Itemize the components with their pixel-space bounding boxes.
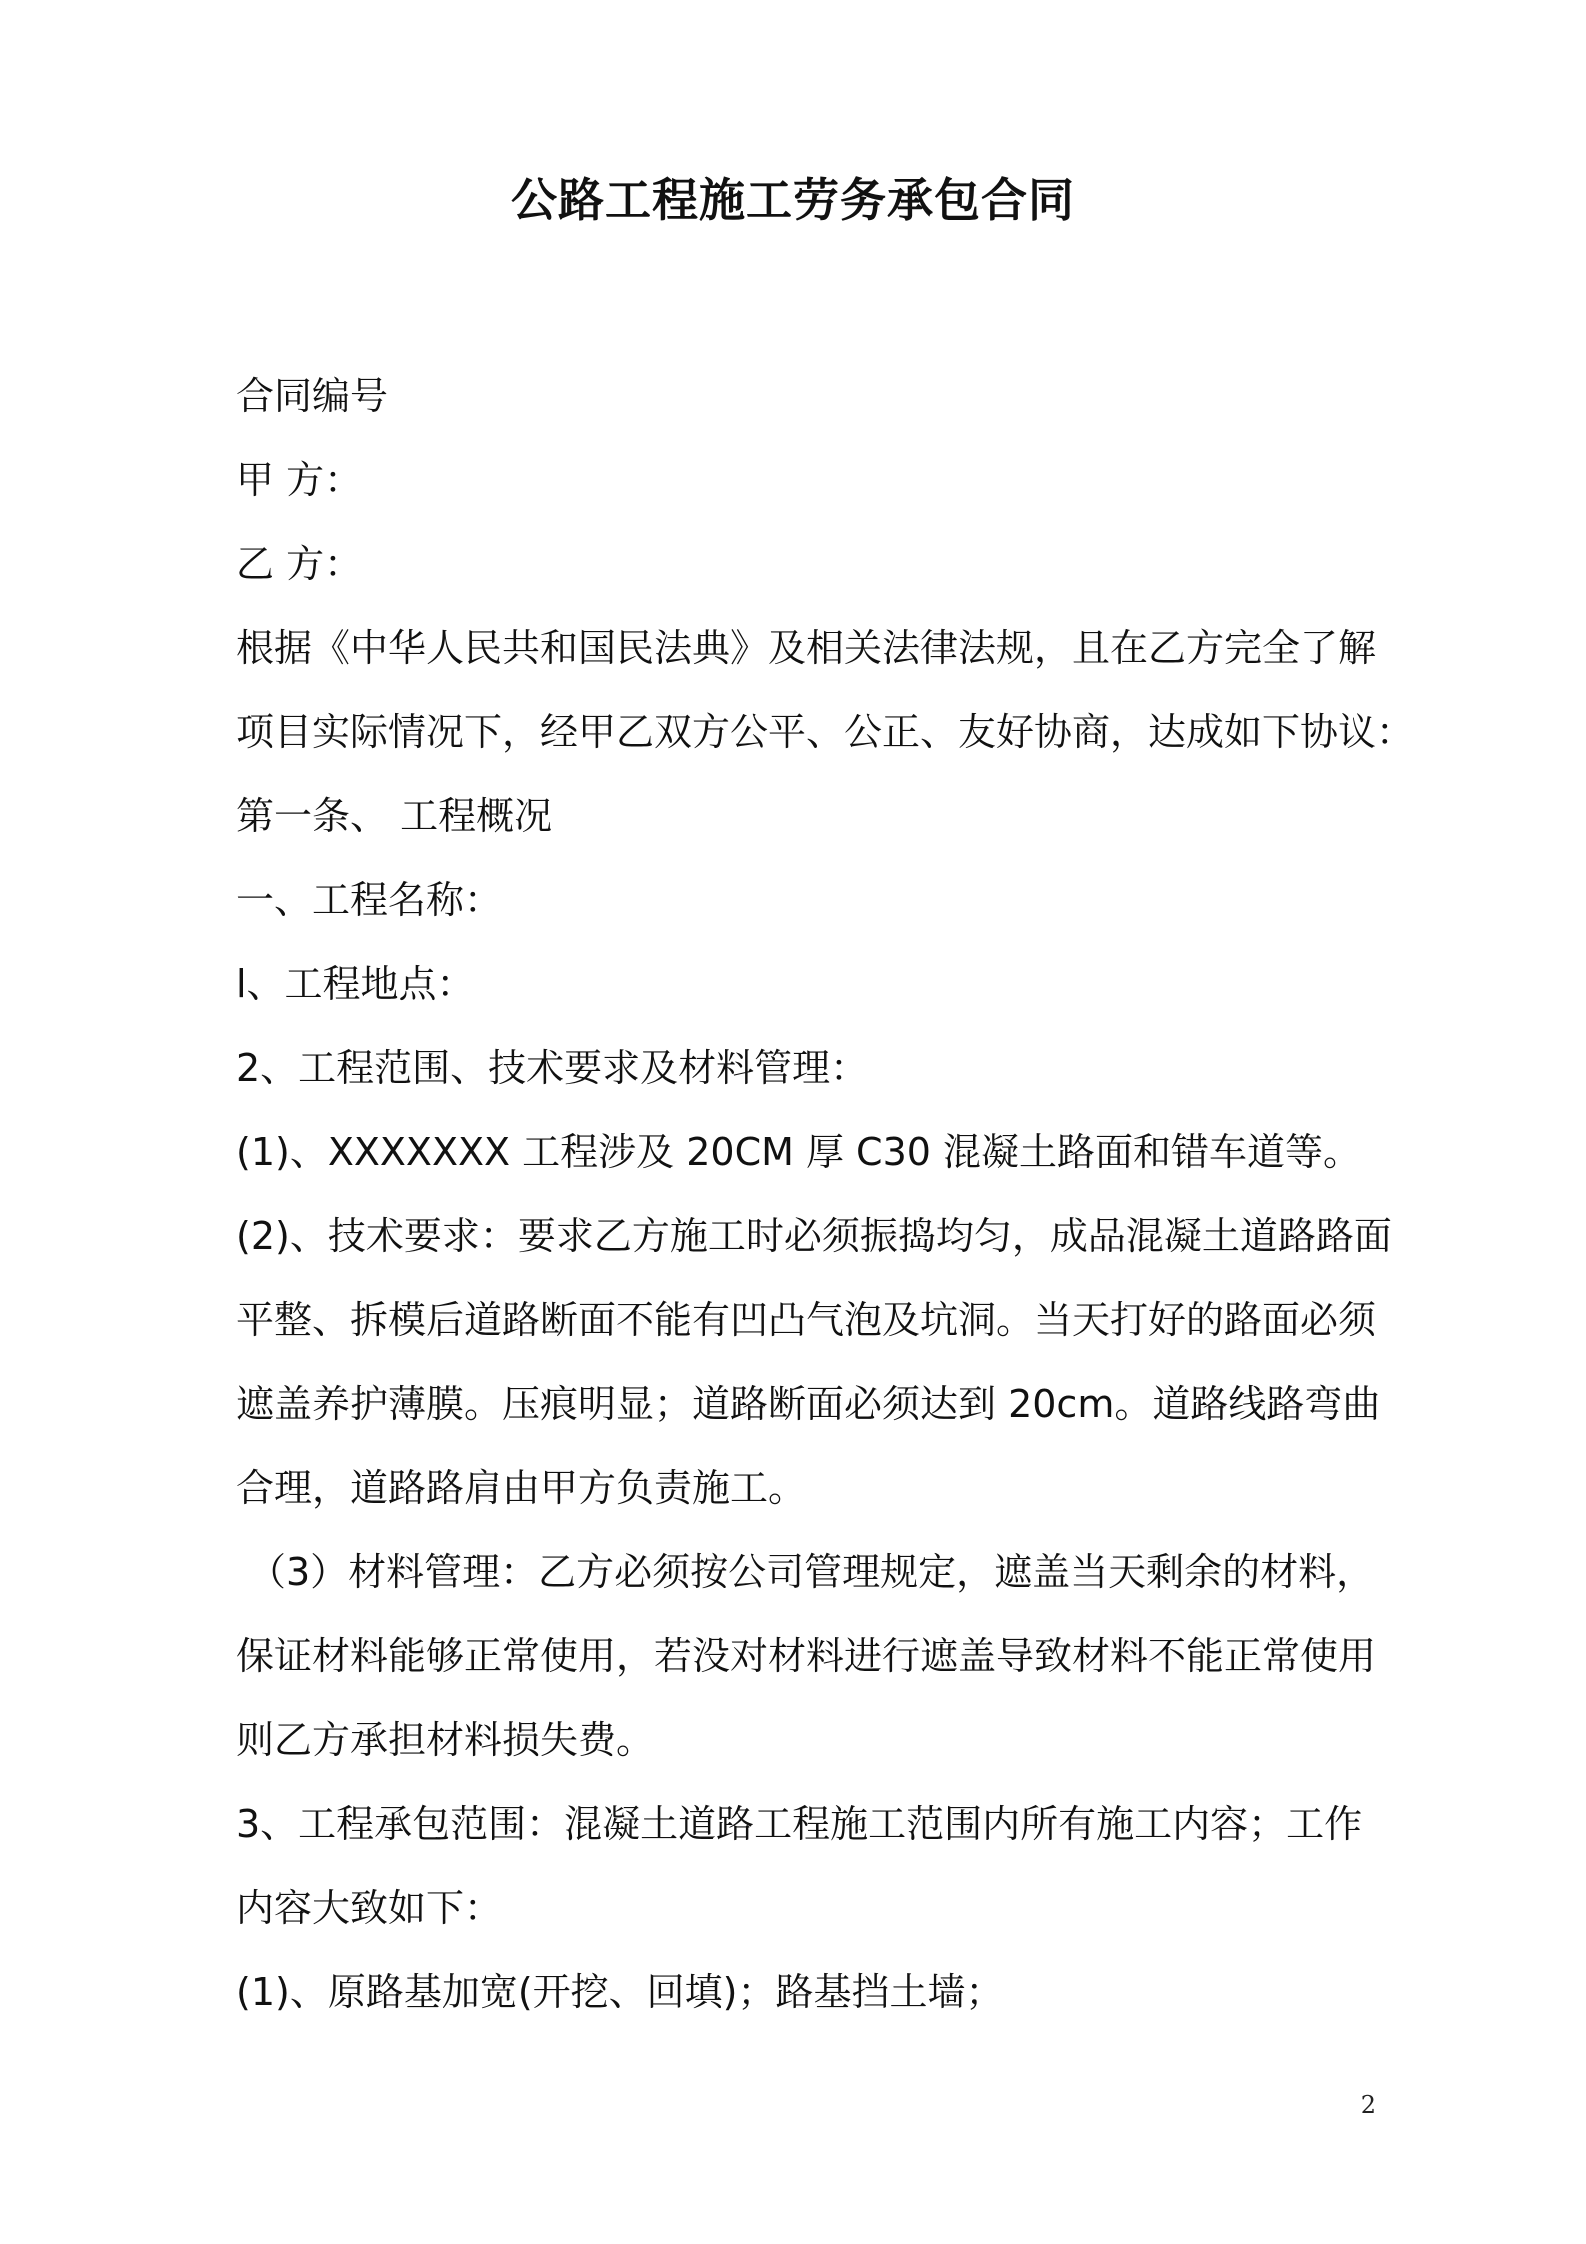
body-text-line: （3）材料管理：乙方必须按公司管理规定，遮盖当天剩余的材料， [248,1550,1375,1594]
section-project-location: l、工程地点： [236,962,475,1006]
section-scope-heading: 2、工程范围、技术要求及材料管理： [236,1046,869,1090]
body-text-line: (1)、原路基加宽(开挖、回填)；路基挡土墙； [236,1970,1004,2014]
body-text-line: 则乙方承担材料损失费。 [236,1718,655,1762]
section-project-name: 一、工程名称： [236,878,503,922]
document-title: 公路工程施工劳务承包合同 [511,173,1075,227]
body-text-line: 遮盖养护薄膜。压痕明显；道路断面必须达到 20cm。道路线路弯曲 [236,1382,1381,1426]
body-text-line: 项目实际情况下，经甲乙双方公平、公正、友好协商，达成如下协议： [236,710,1415,754]
body-text-line: 3、工程承包范围：混凝土道路工程施工范围内所有施工内容；工作 [236,1802,1363,1846]
contract-number-label: 合同编号 [236,374,389,418]
body-text-line: 内容大致如下： [236,1886,503,1930]
party-b-label: 乙 方： [236,542,363,586]
party-a-label: 甲 方： [236,458,363,502]
page-number: 2 [1360,2091,1376,2119]
document-body [236,354,1415,2034]
body-text-line: 根据《中华人民共和国民法典》及相关法律法规，且在乙方完全了解 [236,626,1377,670]
article-heading: 第一条、 工程概况 [236,794,553,838]
body-text-line: 平整、拆模后道路断面不能有凹凸气泡及坑洞。当天打好的路面必须 [236,1298,1377,1342]
body-text-line: (1)、XXXXXXX 工程涉及 20CM 厚 C30 混凝土路面和错车道等。 [236,1130,1362,1174]
body-text-line: 合理，道路路肩由甲方负责施工。 [236,1466,807,1510]
body-text-line: 保证材料能够正常使用，若没对材料进行遮盖导致材料不能正常使用 [236,1634,1377,1678]
body-text-line: (2)、技术要求：要求乙方施工时必须振捣均匀，成品混凝土道路路面 [236,1214,1392,1258]
